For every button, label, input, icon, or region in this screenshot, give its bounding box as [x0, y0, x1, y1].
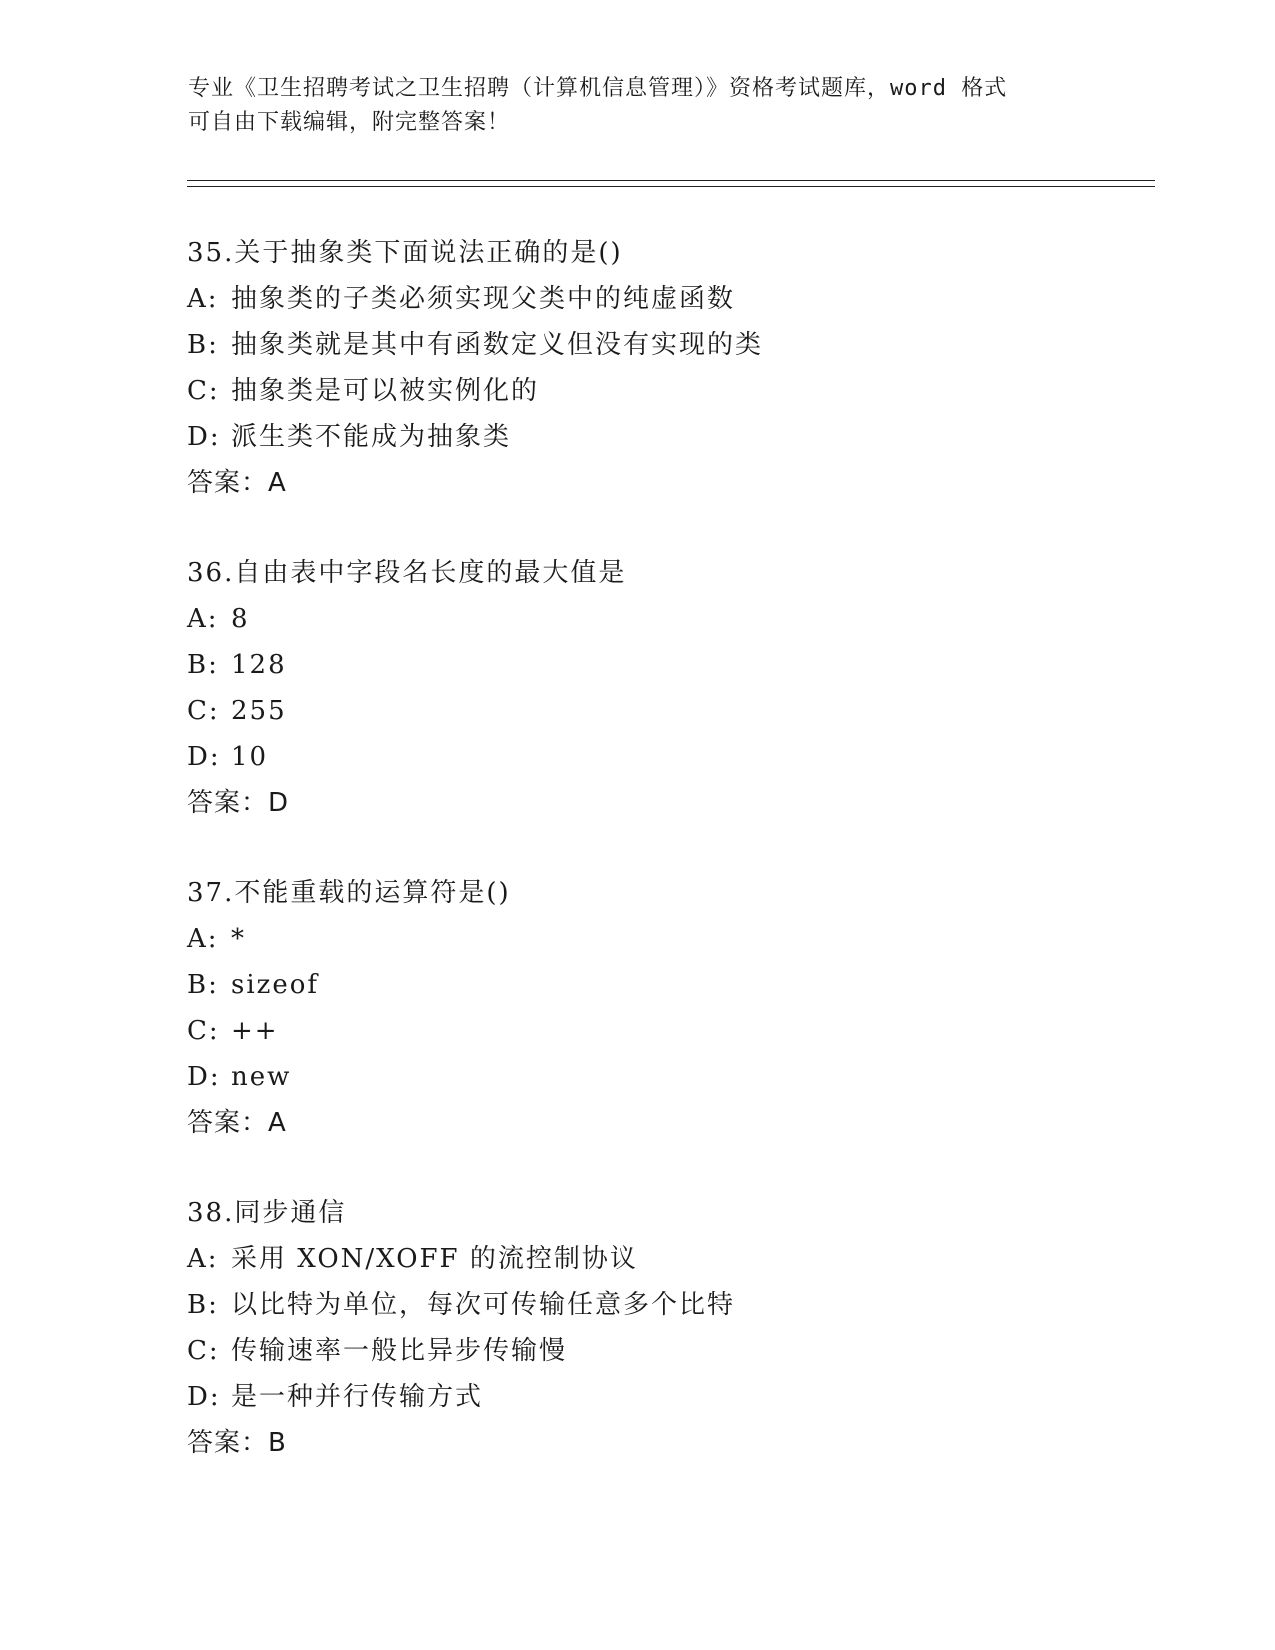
option-text: 128 — [231, 650, 287, 680]
option-key: D: — [187, 742, 221, 772]
option-text: sizeof — [231, 970, 320, 1000]
option-d — [187, 734, 1087, 780]
option-key: B: — [187, 970, 219, 1000]
option-d — [187, 414, 1087, 460]
question-stem: 37.不能重载的运算符是() — [187, 878, 511, 908]
question-38 — [187, 1190, 1087, 1466]
option-text: 采用 XON/XOFF 的流控制协议 — [231, 1244, 638, 1274]
option-b — [187, 322, 1087, 368]
option-text: 传输速率一般比异步传输慢 — [231, 1336, 568, 1366]
question-36 — [187, 550, 1087, 826]
option-c — [187, 368, 1087, 414]
option-text: 以比特为单位，每次可传输任意多个比特 — [231, 1290, 736, 1320]
option-text: * — [231, 924, 246, 954]
option-key: D: — [187, 1062, 221, 1092]
option-key: D: — [187, 1382, 221, 1412]
option-b — [187, 642, 1087, 688]
option-d — [187, 1374, 1087, 1420]
option-a — [187, 276, 1087, 322]
option-text: 是一种并行传输方式 — [231, 1382, 484, 1412]
option-text: 派生类不能成为抽象类 — [231, 422, 512, 452]
answer-line: 答案：B — [187, 1428, 287, 1458]
option-key: B: — [187, 650, 219, 680]
header-line-2: 可自由下载编辑，附完整答案！ — [188, 110, 511, 135]
option-text: new — [231, 1062, 292, 1092]
option-a — [187, 1236, 1087, 1282]
option-b — [187, 962, 1087, 1008]
option-key: B: — [187, 1290, 219, 1320]
option-d — [187, 1054, 1087, 1100]
answer-line: 答案：D — [187, 788, 290, 818]
option-text: 抽象类的子类必须实现父类中的纯虚函数 — [231, 284, 736, 314]
answer-line: 答案：A — [187, 1108, 287, 1138]
option-key: C: — [187, 696, 220, 726]
header-divider-top — [187, 180, 1155, 181]
option-a — [187, 916, 1087, 962]
option-text: 10 — [231, 742, 269, 772]
option-key: C: — [187, 376, 220, 406]
option-text: 8 — [231, 604, 250, 634]
option-key: D: — [187, 422, 221, 452]
option-key: C: — [187, 1016, 220, 1046]
option-c — [187, 1008, 1087, 1054]
option-text: ++ — [231, 1016, 279, 1046]
header-line-1: 专业《卫生招聘考试之卫生招聘（计算机信息管理）》资格考试题库，word 格式 — [188, 76, 1008, 101]
question-stem: 36.自由表中字段名长度的最大值是 — [187, 558, 627, 588]
header-divider-bottom — [187, 186, 1155, 187]
option-text: 255 — [231, 696, 287, 726]
document-header — [188, 72, 1088, 140]
option-c — [187, 688, 1087, 734]
option-text: 抽象类就是其中有函数定义但没有实现的类 — [231, 330, 764, 360]
option-a — [187, 596, 1087, 642]
option-b — [187, 1282, 1087, 1328]
answer-line: 答案：A — [187, 468, 287, 498]
question-37 — [187, 870, 1087, 1146]
option-key: C: — [187, 1336, 220, 1366]
question-stem: 35.关于抽象类下面说法正确的是() — [187, 238, 623, 268]
question-stem: 38.同步通信 — [187, 1198, 347, 1228]
option-key: A: — [187, 604, 219, 634]
option-key: B: — [187, 330, 219, 360]
option-key: A: — [187, 284, 219, 314]
option-key: A: — [187, 1244, 219, 1274]
question-35 — [187, 230, 1087, 506]
option-text: 抽象类是可以被实例化的 — [231, 376, 540, 406]
option-c — [187, 1328, 1087, 1374]
option-key: A: — [187, 924, 219, 954]
